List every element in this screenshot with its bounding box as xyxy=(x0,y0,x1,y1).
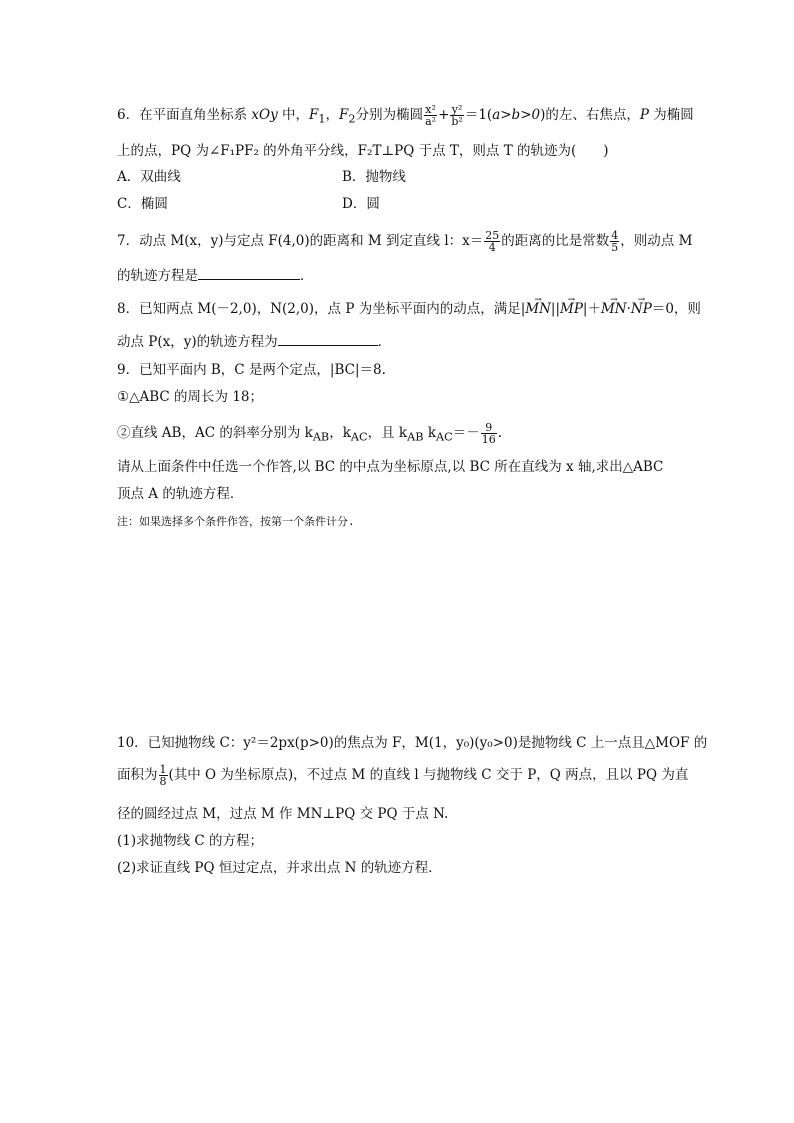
fraction-1-8: $\frac{1}{8}$ xyxy=(159,763,167,788)
q9-line-5: 顶点 A 的轨迹方程． xyxy=(117,486,244,502)
q6-line-2: 上的点，PQ 为∠F₁PF₂ 的外角平分线，F₂T⊥PQ 于点 T，则点 T 的轨迹为( ) xyxy=(117,143,609,159)
q10-line-3: 径的圆经过点 M，过点 M 作 MN⊥PQ 交 PQ 于点 N. xyxy=(117,806,449,822)
fraction-25-4: $\frac{25}{4}$ xyxy=(485,229,500,254)
q7-line-2: 的轨迹方程是 ． xyxy=(117,268,314,284)
q9-condition-2: ②直线 AB，AC 的斜率分别为 $k_{AB}$，$k_{AC}$，且 $k_{AB}$ $k_{AC}=-$ $\frac{9}{16}$ . xyxy=(117,421,503,446)
q8-line-1: 8．已知两点 M(－2,0)，N(2,0)，点 P 为坐标平面内的动点，满足|→ MN||→ MP|＋→ MN·→ NP＝0，则 xyxy=(117,299,701,319)
q9-note: 注：如果选择多个条件作答，按第一个条件计分. xyxy=(117,515,355,528)
q10-part-2: (2)求证直线 PQ 恒过定点，并求出点 N 的轨迹方程． xyxy=(117,860,442,876)
q9-line-4: 请从上面条件中任选一个作答,以 BC 的中点为坐标原点,以 BC 所在直线为 x 轴,求出△ABC xyxy=(117,459,664,475)
answer-blank xyxy=(198,267,300,280)
q8-line-2: 动点 P(x，y)的轨迹方程为 ． xyxy=(117,334,392,350)
fraction-y2-b2: $\frac{\text{y²}}{\text{b²}}$ xyxy=(451,103,463,128)
fraction-4-5: $\frac{4}{5}$ xyxy=(611,229,619,254)
q10-part-1: (1)求抛物线 C 的方程； xyxy=(117,833,264,849)
q10-line-1: 10．已知抛物线 C：y²＝2px(p>0)的焦点为 F，M(1，y₀)(y₀>0)是抛物线 C 上一点且△MOF 的 xyxy=(117,735,708,751)
q6-option-a: A．双曲线 xyxy=(117,169,181,185)
answer-blank xyxy=(278,333,378,346)
q9-line-1: 9．已知平面内 B，C 是两个定点，|BC|＝8. xyxy=(117,362,386,378)
q6-line-1: 6．在平面直角坐标系 xOy 中，$F_1$，$F_2$分别为椭圆 $\frac{\text{x²}}{\text{a²}}$ + $\frac{\text{y²}}{\text{b²}}$ ＝1(a>b>0)的左、右焦点，P 为椭圆 xyxy=(117,103,694,128)
q6-option-b: B．抛物线 xyxy=(342,169,406,185)
q7-line-1: 7．动点 M(x，y)与定点 F(4,0)的距离和 M 到定直线 l：x＝ $\frac{25}{4}$ 的距离的比是常数 $\frac{4}{5}$ ，则动点 M xyxy=(117,229,693,254)
q9-condition-1: ①△ABC 的周长为 18； xyxy=(117,389,263,405)
fraction-9-16: $\frac{9}{16}$ xyxy=(481,421,496,446)
q6-option-d: D．圆 xyxy=(342,196,380,212)
fraction-x2-a2: $\frac{\text{x²}}{\text{a²}}$ xyxy=(425,103,437,128)
q10-line-2: 面积为 $\frac{1}{8}$ (其中 O 为坐标原点)，不过点 M 的直线 l 与抛物线 C 交于 P，Q 两点，且以 PQ 为直 xyxy=(117,763,689,788)
q6-option-c: C．椭圆 xyxy=(117,196,168,212)
